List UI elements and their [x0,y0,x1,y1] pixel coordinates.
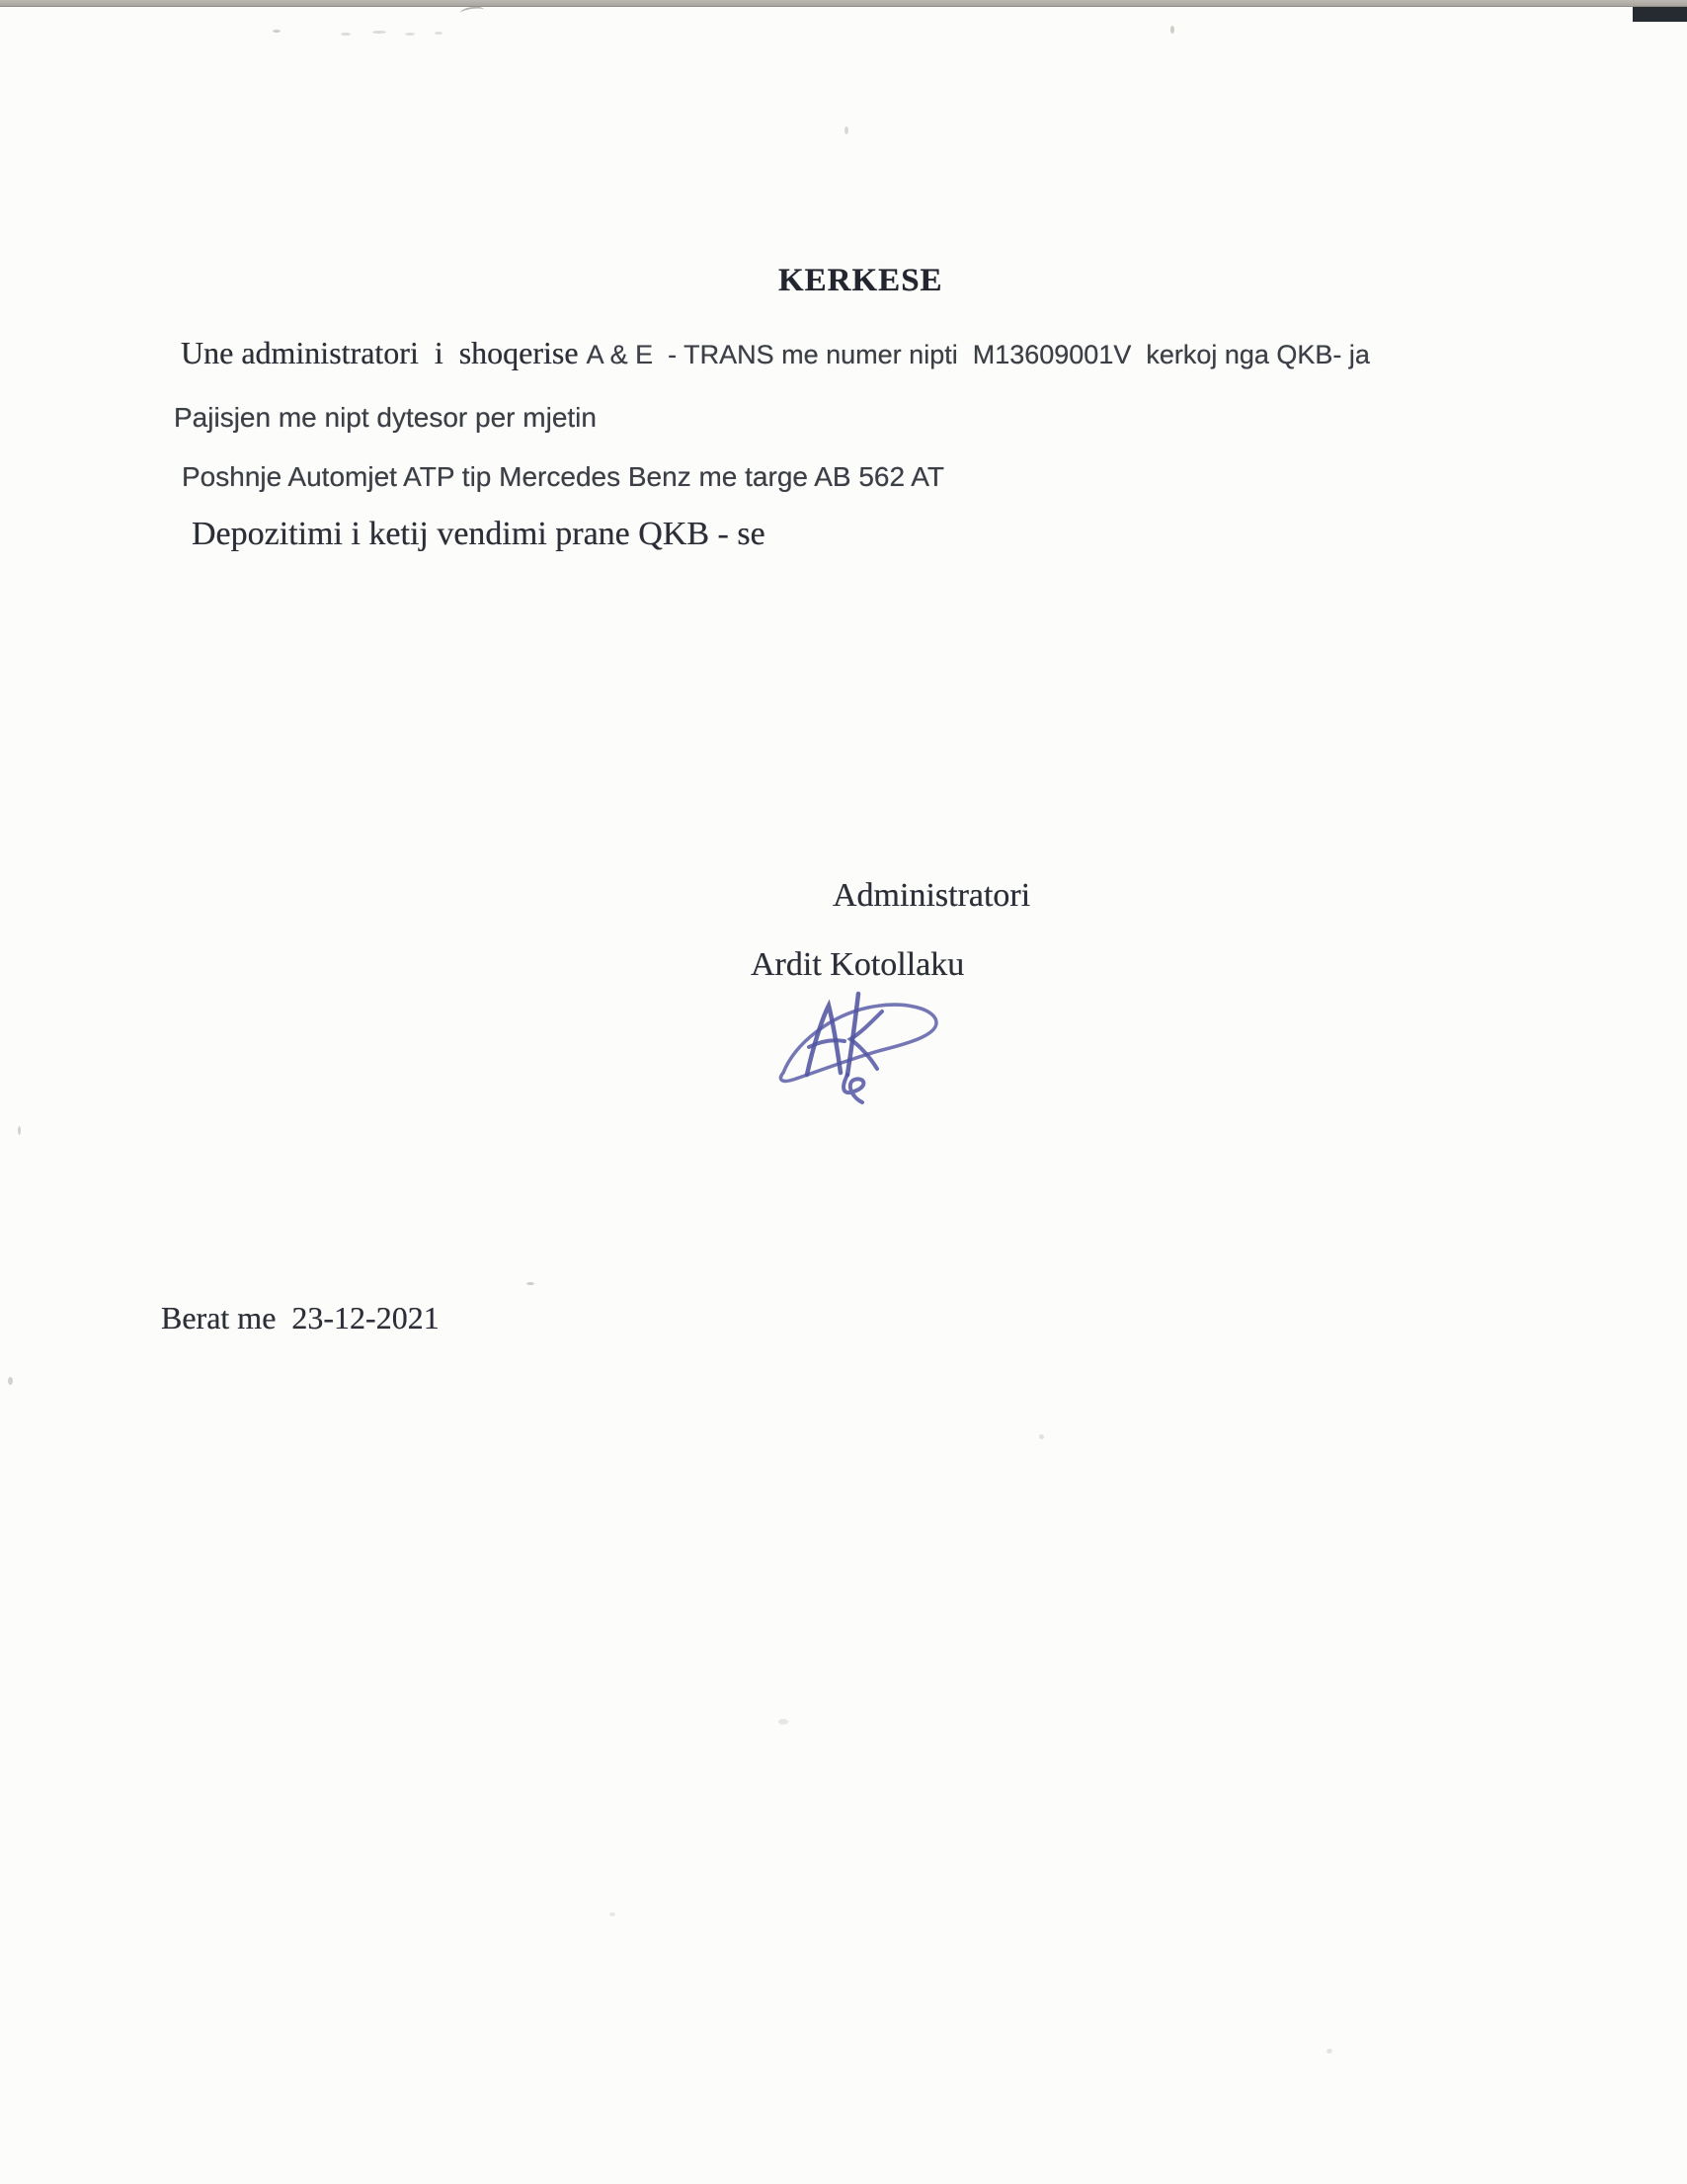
signature-stroke [844,1075,863,1102]
scan-speck [459,5,484,17]
place-date-line: Berat me 23-12-2021 [161,1300,440,1335]
scan-speck [778,1719,788,1725]
scan-speck [405,33,415,36]
scan-edge-strip [0,0,1687,7]
scan-speck [1039,1434,1044,1439]
scan-speck [273,30,281,33]
scan-speck [1326,2049,1332,2054]
signer-name: Ardit Kotollaku [751,946,965,983]
scan-speck [372,31,386,34]
body-line-1 [181,337,1370,368]
scan-corner-mark [1633,7,1687,22]
scan-speck [526,1282,534,1285]
body-line-4: Depozitimi i ketij vendimi prane QKB - se [192,516,765,552]
signer-role-label: Administratori [833,877,1031,914]
document-title: KERKESE [778,263,943,298]
body-line-1-filled-text: A & E - TRANS me numer nipti M13609001V kerkoj nga QKB- ja [586,340,1370,369]
scan-speck [18,1126,21,1135]
scan-speck [435,32,442,35]
body-line-1-typed-text: Une administratori i shoqerise [181,335,587,370]
scan-speck [1170,26,1174,34]
body-line-2: Pajisjen me nipt dytesor per mjetin [174,402,597,433]
scan-speck [844,126,848,134]
scan-speck [341,33,351,36]
body-line-3: Poshnje Automjet ATP tip Mercedes Benz me targe AB 562 AT [182,461,944,492]
scan-speck [8,1377,13,1385]
handwritten-signature-ink [765,986,953,1112]
signature-stroke [780,1005,936,1081]
scan-speck [609,1912,615,1916]
